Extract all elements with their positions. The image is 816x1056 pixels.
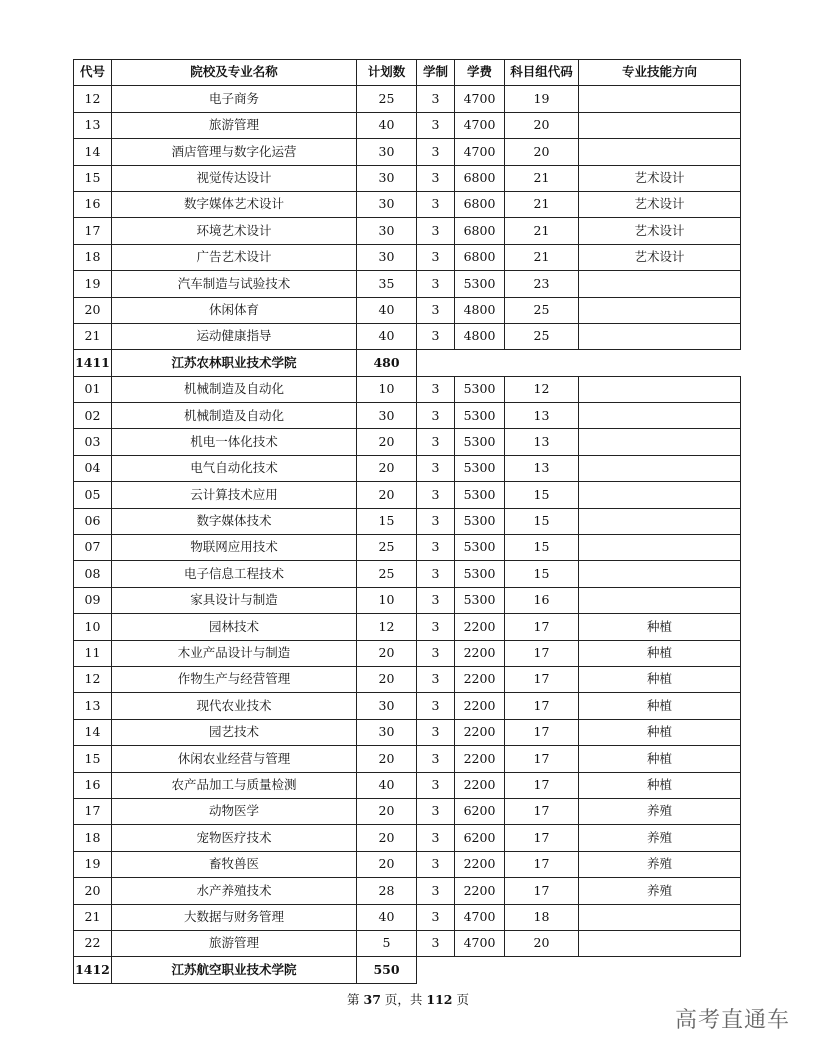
subject-group-code: 13 — [505, 403, 579, 429]
table-row — [74, 482, 741, 508]
study-years: 3 — [417, 825, 455, 851]
header-skill: 专业技能方向 — [579, 60, 741, 86]
study-years: 3 — [417, 297, 455, 323]
header-plan: 计划数 — [357, 60, 417, 86]
table-row — [74, 455, 741, 481]
tuition-fee: 6800 — [455, 244, 505, 270]
tuition-fee: 2200 — [455, 693, 505, 719]
major-name: 环境艺术设计 — [112, 218, 357, 244]
plan-count: 20 — [357, 798, 417, 824]
table-row — [74, 614, 741, 640]
subject-group-code: 15 — [505, 508, 579, 534]
subject-group-code: 17 — [505, 666, 579, 692]
major-code: 02 — [74, 403, 112, 429]
major-code: 17 — [74, 798, 112, 824]
plan-count: 30 — [357, 191, 417, 217]
major-code: 15 — [74, 165, 112, 191]
table-row — [74, 139, 741, 165]
study-years: 3 — [417, 851, 455, 877]
school-row-blank — [417, 350, 741, 376]
skill-direction: 艺术设计 — [579, 244, 741, 270]
study-years: 3 — [417, 191, 455, 217]
tuition-fee: 2200 — [455, 878, 505, 904]
subject-group-code: 17 — [505, 719, 579, 745]
study-years: 3 — [417, 719, 455, 745]
school-row-blank — [417, 957, 741, 983]
major-code: 09 — [74, 587, 112, 613]
major-code: 03 — [74, 429, 112, 455]
major-code: 13 — [74, 693, 112, 719]
subject-group-code: 23 — [505, 271, 579, 297]
tuition-fee: 5300 — [455, 403, 505, 429]
skill-direction: 养殖 — [579, 851, 741, 877]
skill-direction — [579, 429, 741, 455]
table-row — [74, 218, 741, 244]
tuition-fee: 2200 — [455, 851, 505, 877]
table-row — [74, 640, 741, 666]
study-years: 3 — [417, 772, 455, 798]
study-years: 3 — [417, 139, 455, 165]
study-years: 3 — [417, 666, 455, 692]
skill-direction — [579, 535, 741, 561]
subject-group-code: 17 — [505, 851, 579, 877]
plan-count: 40 — [357, 323, 417, 349]
plan-count: 25 — [357, 535, 417, 561]
plan-count: 20 — [357, 825, 417, 851]
tuition-fee: 5300 — [455, 271, 505, 297]
plan-count: 20 — [357, 429, 417, 455]
major-name: 机电一体化技术 — [112, 429, 357, 455]
subject-group-code: 17 — [505, 693, 579, 719]
major-name: 旅游管理 — [112, 930, 357, 956]
major-name: 机械制造及自动化 — [112, 403, 357, 429]
major-name: 电子商务 — [112, 86, 357, 112]
tuition-fee: 5300 — [455, 508, 505, 534]
table-row — [74, 851, 741, 877]
tuition-fee: 4700 — [455, 930, 505, 956]
skill-direction: 艺术设计 — [579, 218, 741, 244]
plan-count: 10 — [357, 587, 417, 613]
table-header-row — [74, 60, 741, 86]
plan-count: 20 — [357, 666, 417, 692]
study-years: 3 — [417, 930, 455, 956]
major-name: 旅游管理 — [112, 112, 357, 138]
skill-direction — [579, 930, 741, 956]
skill-direction: 种植 — [579, 614, 741, 640]
major-code: 16 — [74, 772, 112, 798]
major-name: 园艺技术 — [112, 719, 357, 745]
table-row — [74, 666, 741, 692]
school-code: 1412 — [74, 957, 112, 983]
plan-count: 30 — [357, 139, 417, 165]
skill-direction — [579, 561, 741, 587]
header-years: 学制 — [417, 60, 455, 86]
tuition-fee: 4700 — [455, 112, 505, 138]
plan-count: 25 — [357, 86, 417, 112]
study-years: 3 — [417, 429, 455, 455]
skill-direction: 种植 — [579, 666, 741, 692]
plan-count: 20 — [357, 482, 417, 508]
skill-direction — [579, 139, 741, 165]
major-code: 18 — [74, 825, 112, 851]
table-row — [74, 693, 741, 719]
skill-direction — [579, 86, 741, 112]
table-row — [74, 403, 741, 429]
skill-direction — [579, 482, 741, 508]
plan-count: 40 — [357, 297, 417, 323]
major-name: 电气自动化技术 — [112, 455, 357, 481]
major-code: 13 — [74, 112, 112, 138]
plan-count: 28 — [357, 878, 417, 904]
major-code: 22 — [74, 930, 112, 956]
tuition-fee: 4700 — [455, 86, 505, 112]
subject-group-code: 19 — [505, 86, 579, 112]
subject-group-code: 25 — [505, 297, 579, 323]
skill-direction: 养殖 — [579, 825, 741, 851]
plan-count: 5 — [357, 930, 417, 956]
table-row — [74, 587, 741, 613]
school-code: 1411 — [74, 350, 112, 376]
table-row — [74, 825, 741, 851]
footer-page-number: 37 — [363, 992, 381, 1007]
skill-direction: 艺术设计 — [579, 191, 741, 217]
major-code: 12 — [74, 86, 112, 112]
plan-count: 20 — [357, 455, 417, 481]
school-name: 江苏航空职业技术学院 — [112, 957, 357, 983]
tuition-fee: 6800 — [455, 165, 505, 191]
table-row — [74, 429, 741, 455]
tuition-fee: 5300 — [455, 535, 505, 561]
school-plan-total: 550 — [357, 957, 417, 983]
subject-group-code: 12 — [505, 376, 579, 402]
major-name: 数字媒体技术 — [112, 508, 357, 534]
header-fee: 学费 — [455, 60, 505, 86]
subject-group-code: 21 — [505, 218, 579, 244]
study-years: 3 — [417, 561, 455, 587]
major-code: 08 — [74, 561, 112, 587]
subject-group-code: 25 — [505, 323, 579, 349]
enrollment-plan-table — [73, 59, 741, 984]
subject-group-code: 20 — [505, 112, 579, 138]
subject-group-code: 13 — [505, 429, 579, 455]
table-row — [74, 904, 741, 930]
major-code: 16 — [74, 191, 112, 217]
major-name: 木业产品设计与制造 — [112, 640, 357, 666]
tuition-fee: 5300 — [455, 455, 505, 481]
major-name: 数字媒体艺术设计 — [112, 191, 357, 217]
plan-count: 30 — [357, 403, 417, 429]
table-row — [74, 930, 741, 956]
major-name: 大数据与财务管理 — [112, 904, 357, 930]
major-name: 运动健康指导 — [112, 323, 357, 349]
table-row — [74, 191, 741, 217]
plan-count: 30 — [357, 719, 417, 745]
major-code: 19 — [74, 851, 112, 877]
watermark: 高考直通车 — [674, 1008, 790, 1033]
major-name: 宠物医疗技术 — [112, 825, 357, 851]
skill-direction — [579, 455, 741, 481]
major-code: 21 — [74, 323, 112, 349]
subject-group-code: 21 — [505, 191, 579, 217]
major-code: 21 — [74, 904, 112, 930]
major-code: 12 — [74, 666, 112, 692]
skill-direction: 种植 — [579, 640, 741, 666]
major-name: 物联网应用技术 — [112, 535, 357, 561]
study-years: 3 — [417, 746, 455, 772]
major-name: 现代农业技术 — [112, 693, 357, 719]
study-years: 3 — [417, 455, 455, 481]
table-row — [74, 376, 741, 402]
table-row — [74, 535, 741, 561]
study-years: 3 — [417, 112, 455, 138]
major-name: 作物生产与经营管理 — [112, 666, 357, 692]
skill-direction — [579, 508, 741, 534]
plan-count: 25 — [357, 561, 417, 587]
tuition-fee: 6200 — [455, 825, 505, 851]
major-name: 农产品加工与质量检测 — [112, 772, 357, 798]
study-years: 3 — [417, 904, 455, 930]
plan-count: 20 — [357, 746, 417, 772]
major-code: 15 — [74, 746, 112, 772]
study-years: 3 — [417, 218, 455, 244]
table-row — [74, 323, 741, 349]
tuition-fee: 4800 — [455, 297, 505, 323]
school-plan-total: 480 — [357, 350, 417, 376]
skill-direction: 种植 — [579, 719, 741, 745]
tuition-fee: 2200 — [455, 719, 505, 745]
subject-group-code: 17 — [505, 640, 579, 666]
skill-direction — [579, 323, 741, 349]
study-years: 3 — [417, 878, 455, 904]
skill-direction — [579, 297, 741, 323]
table-body — [74, 86, 741, 983]
study-years: 3 — [417, 640, 455, 666]
study-years: 3 — [417, 508, 455, 534]
plan-count: 15 — [357, 508, 417, 534]
table-row — [74, 244, 741, 270]
major-name: 畜牧兽医 — [112, 851, 357, 877]
tuition-fee: 5300 — [455, 429, 505, 455]
subject-group-code: 17 — [505, 878, 579, 904]
major-name: 动物医学 — [112, 798, 357, 824]
footer-suffix: 页 — [452, 992, 469, 1007]
plan-count: 10 — [357, 376, 417, 402]
plan-count: 35 — [357, 271, 417, 297]
major-code: 06 — [74, 508, 112, 534]
study-years: 3 — [417, 165, 455, 191]
major-code: 11 — [74, 640, 112, 666]
table-row — [74, 561, 741, 587]
skill-direction: 养殖 — [579, 798, 741, 824]
subject-group-code: 20 — [505, 930, 579, 956]
tuition-fee: 4700 — [455, 139, 505, 165]
skill-direction — [579, 112, 741, 138]
table-row — [74, 165, 741, 191]
subject-group-code: 15 — [505, 561, 579, 587]
table-row — [74, 271, 741, 297]
plan-count: 20 — [357, 851, 417, 877]
subject-group-code: 17 — [505, 746, 579, 772]
tuition-fee: 6800 — [455, 218, 505, 244]
study-years: 3 — [417, 587, 455, 613]
major-code: 20 — [74, 297, 112, 323]
subject-group-code: 13 — [505, 455, 579, 481]
table-row — [74, 297, 741, 323]
major-code: 20 — [74, 878, 112, 904]
skill-direction — [579, 271, 741, 297]
table-row — [74, 112, 741, 138]
plan-count: 12 — [357, 614, 417, 640]
tuition-fee: 2200 — [455, 640, 505, 666]
tuition-fee: 5300 — [455, 482, 505, 508]
header-code: 代号 — [74, 60, 112, 86]
table-row — [74, 719, 741, 745]
plan-count: 30 — [357, 693, 417, 719]
tuition-fee: 2200 — [455, 666, 505, 692]
study-years: 3 — [417, 244, 455, 270]
skill-direction — [579, 403, 741, 429]
major-code: 07 — [74, 535, 112, 561]
subject-group-code: 20 — [505, 139, 579, 165]
footer-prefix: 第 — [347, 992, 364, 1007]
major-code: 01 — [74, 376, 112, 402]
major-code: 04 — [74, 455, 112, 481]
table-row — [74, 746, 741, 772]
footer-middle: 页，共 — [380, 992, 427, 1007]
subject-group-code: 17 — [505, 772, 579, 798]
skill-direction: 种植 — [579, 746, 741, 772]
school-name: 江苏农林职业技术学院 — [112, 350, 357, 376]
table-row — [74, 772, 741, 798]
table-row — [74, 798, 741, 824]
study-years: 3 — [417, 376, 455, 402]
school-row — [74, 957, 741, 983]
major-code: 18 — [74, 244, 112, 270]
subject-group-code: 15 — [505, 535, 579, 561]
major-name: 电子信息工程技术 — [112, 561, 357, 587]
major-name: 家具设计与制造 — [112, 587, 357, 613]
major-name: 机械制造及自动化 — [112, 376, 357, 402]
study-years: 3 — [417, 323, 455, 349]
major-name: 休闲农业经营与管理 — [112, 746, 357, 772]
plan-count: 40 — [357, 112, 417, 138]
plan-count: 30 — [357, 244, 417, 270]
skill-direction: 艺术设计 — [579, 165, 741, 191]
study-years: 3 — [417, 271, 455, 297]
major-name: 休闲体育 — [112, 297, 357, 323]
skill-direction — [579, 376, 741, 402]
major-code: 05 — [74, 482, 112, 508]
tuition-fee: 5300 — [455, 561, 505, 587]
major-name: 广告艺术设计 — [112, 244, 357, 270]
tuition-fee: 4800 — [455, 323, 505, 349]
skill-direction: 养殖 — [579, 878, 741, 904]
subject-group-code: 15 — [505, 482, 579, 508]
subject-group-code: 21 — [505, 165, 579, 191]
tuition-fee: 6200 — [455, 798, 505, 824]
tuition-fee: 5300 — [455, 376, 505, 402]
study-years: 3 — [417, 798, 455, 824]
school-row — [74, 350, 741, 376]
subject-group-code: 17 — [505, 825, 579, 851]
header-subject: 科目组代码 — [505, 60, 579, 86]
major-code: 14 — [74, 139, 112, 165]
tuition-fee: 2200 — [455, 614, 505, 640]
tuition-fee: 2200 — [455, 746, 505, 772]
table-row — [74, 86, 741, 112]
study-years: 3 — [417, 482, 455, 508]
tuition-fee: 6800 — [455, 191, 505, 217]
skill-direction: 种植 — [579, 772, 741, 798]
tuition-fee: 2200 — [455, 772, 505, 798]
skill-direction: 种植 — [579, 693, 741, 719]
major-name: 酒店管理与数字化运营 — [112, 139, 357, 165]
major-name: 视觉传达设计 — [112, 165, 357, 191]
table-row — [74, 878, 741, 904]
major-name: 云计算技术应用 — [112, 482, 357, 508]
plan-count: 20 — [357, 640, 417, 666]
plan-count: 40 — [357, 772, 417, 798]
major-code: 14 — [74, 719, 112, 745]
major-code: 19 — [74, 271, 112, 297]
subject-group-code: 17 — [505, 614, 579, 640]
study-years: 3 — [417, 535, 455, 561]
tuition-fee: 4700 — [455, 904, 505, 930]
plan-count: 30 — [357, 218, 417, 244]
table-row — [74, 508, 741, 534]
subject-group-code: 18 — [505, 904, 579, 930]
major-name: 水产养殖技术 — [112, 878, 357, 904]
major-code: 10 — [74, 614, 112, 640]
subject-group-code: 16 — [505, 587, 579, 613]
footer-total-pages: 112 — [426, 992, 453, 1007]
major-name: 汽车制造与试验技术 — [112, 271, 357, 297]
study-years: 3 — [417, 403, 455, 429]
skill-direction — [579, 587, 741, 613]
header-name: 院校及专业名称 — [112, 60, 357, 86]
plan-count: 30 — [357, 165, 417, 191]
plan-count: 40 — [357, 904, 417, 930]
study-years: 3 — [417, 693, 455, 719]
subject-group-code: 17 — [505, 798, 579, 824]
major-name: 园林技术 — [112, 614, 357, 640]
skill-direction — [579, 904, 741, 930]
study-years: 3 — [417, 86, 455, 112]
subject-group-code: 21 — [505, 244, 579, 270]
study-years: 3 — [417, 614, 455, 640]
major-code: 17 — [74, 218, 112, 244]
tuition-fee: 5300 — [455, 587, 505, 613]
